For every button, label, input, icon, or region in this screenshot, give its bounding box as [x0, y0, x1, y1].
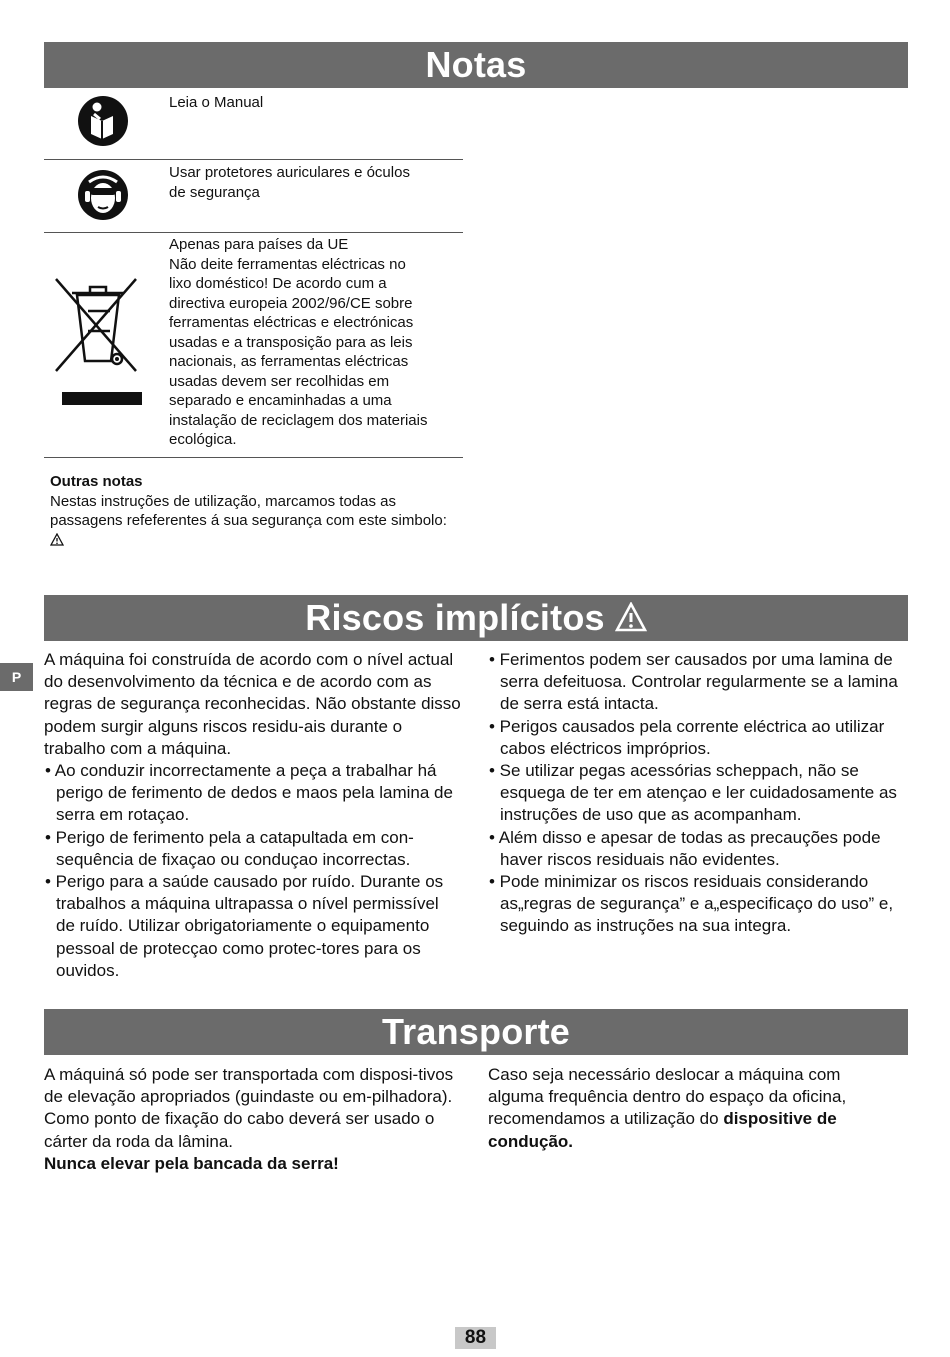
symbol-text-protection: Usar protetores auriculares e óculos de segurança — [169, 164, 410, 201]
transporte-right-column — [488, 1064, 898, 1153]
risk-bullet: • Perigo de ferimento pela a catapultada em con-sequência de fixaçao ou conduçao incorrectas. — [45, 827, 414, 869]
riscos-heading — [44, 595, 908, 641]
language-tab: P — [0, 663, 33, 691]
warning-triangle-icon — [615, 597, 647, 643]
symbol-row-weee — [44, 233, 463, 458]
outras-notas-heading: Outras notas — [50, 473, 143, 490]
risk-bullet: • Pode minimizar os riscos residuais considerando as„regras de segurança” e a„especificaço do uso” e, seguindo as instruções na sua integra. — [489, 872, 894, 936]
riscos-intro: A máquina foi construída de acordo com o nível actual do desenvolvimento da técnica e de acordo com as regras de segurança reconhecidas. Não obstante disso podem surgir alguns riscos residu-ais durante o trabalho com a máquina. — [44, 650, 461, 758]
riscos-left-column — [44, 649, 462, 982]
symbol-text-manual: Leia o Manual — [169, 94, 264, 111]
risk-bullet: • Ferimentos podem ser causados por uma lamina de serra defeituosa. Controlar regularmente se a lamina de serra está intacta. — [489, 650, 898, 714]
notas-heading — [44, 42, 908, 88]
page-number: 88 — [455, 1327, 496, 1349]
symbols-table — [44, 88, 463, 458]
warning-triangle-icon — [50, 532, 64, 549]
read-manual-icon — [44, 88, 162, 164]
outras-notas-text: Nestas instruções de utilização, marcamos todas as passagens refeferentes á sua segurança com este simbolo: — [50, 492, 447, 529]
transporte-left-column — [44, 1064, 464, 1175]
riscos-right-column — [488, 649, 910, 938]
transporte-right-text: Caso seja necessário deslocar a máquina com alguma frequência dentro do espaço da oficina, recomendamos a utilização do — [488, 1065, 847, 1129]
risk-bullet: • Perigo para a saúde causado por ruído. Durante os trabalhos a máquina ultrapassa o nível permissível de ruído. Utilizar obrigatoriamente o equipamento pessoal de protecçao como protec-tores para os ouvidos. — [45, 872, 444, 980]
ear-eye-protection-icon — [44, 160, 162, 237]
outras-notas — [50, 472, 460, 550]
transporte-heading — [44, 1009, 908, 1055]
notas-title: Notas — [425, 44, 527, 85]
symbol-row-manual — [44, 88, 463, 160]
transporte-warning: Nunca elevar pela bancada da serra! — [44, 1153, 339, 1173]
risk-bullet: • Perigos causados pela corrente eléctrica ao utilizar cabos eléctricos impróprios. — [489, 716, 885, 758]
transporte-title: Transporte — [381, 1011, 571, 1052]
risk-bullet: • Se utilizar pegas acessórias scheppach, não se esquega de ter em atençao e ler cuidadosamente as instruções de uso que as acompanham. — [489, 761, 897, 825]
transporte-left-text: A máquiná só pode ser transportada com disposi-tivos de elevação apropriados (guindaste ou em-pilhadora). Como ponto de fixação do cabo deverá ser usado o cárter da roda da lâmina. — [44, 1065, 454, 1151]
riscos-title: Riscos implícitos — [305, 597, 605, 638]
symbol-text-weee: Apenas para países da UE Não deite ferramentas eléctricas no lixo doméstico! De acordo cum a directiva europeia 2002/96/CE sobre ferramentas eléctricas e electrónicas usadas e a transposição para as leis nacionais, as ferramentas eléctricas usadas devem ser recolhidas em separado e encaminhadas a uma instalação de reciclagem dos materiais ecológica. — [169, 236, 428, 448]
risk-bullet: • Além disso e apesar de todas as precauções pode haver riscos residuais não evidentes. — [489, 827, 881, 869]
transporte-device: dispositive de condução. — [488, 1109, 837, 1151]
symbol-row-protection — [44, 160, 463, 233]
weee-crossed-bin-icon — [44, 233, 162, 462]
risk-bullet: • Ao conduzir incorrectamente a peça a trabalhar há perigo de ferimento de dedos e maos pela lamina de serra em rotaçao. — [45, 761, 453, 825]
